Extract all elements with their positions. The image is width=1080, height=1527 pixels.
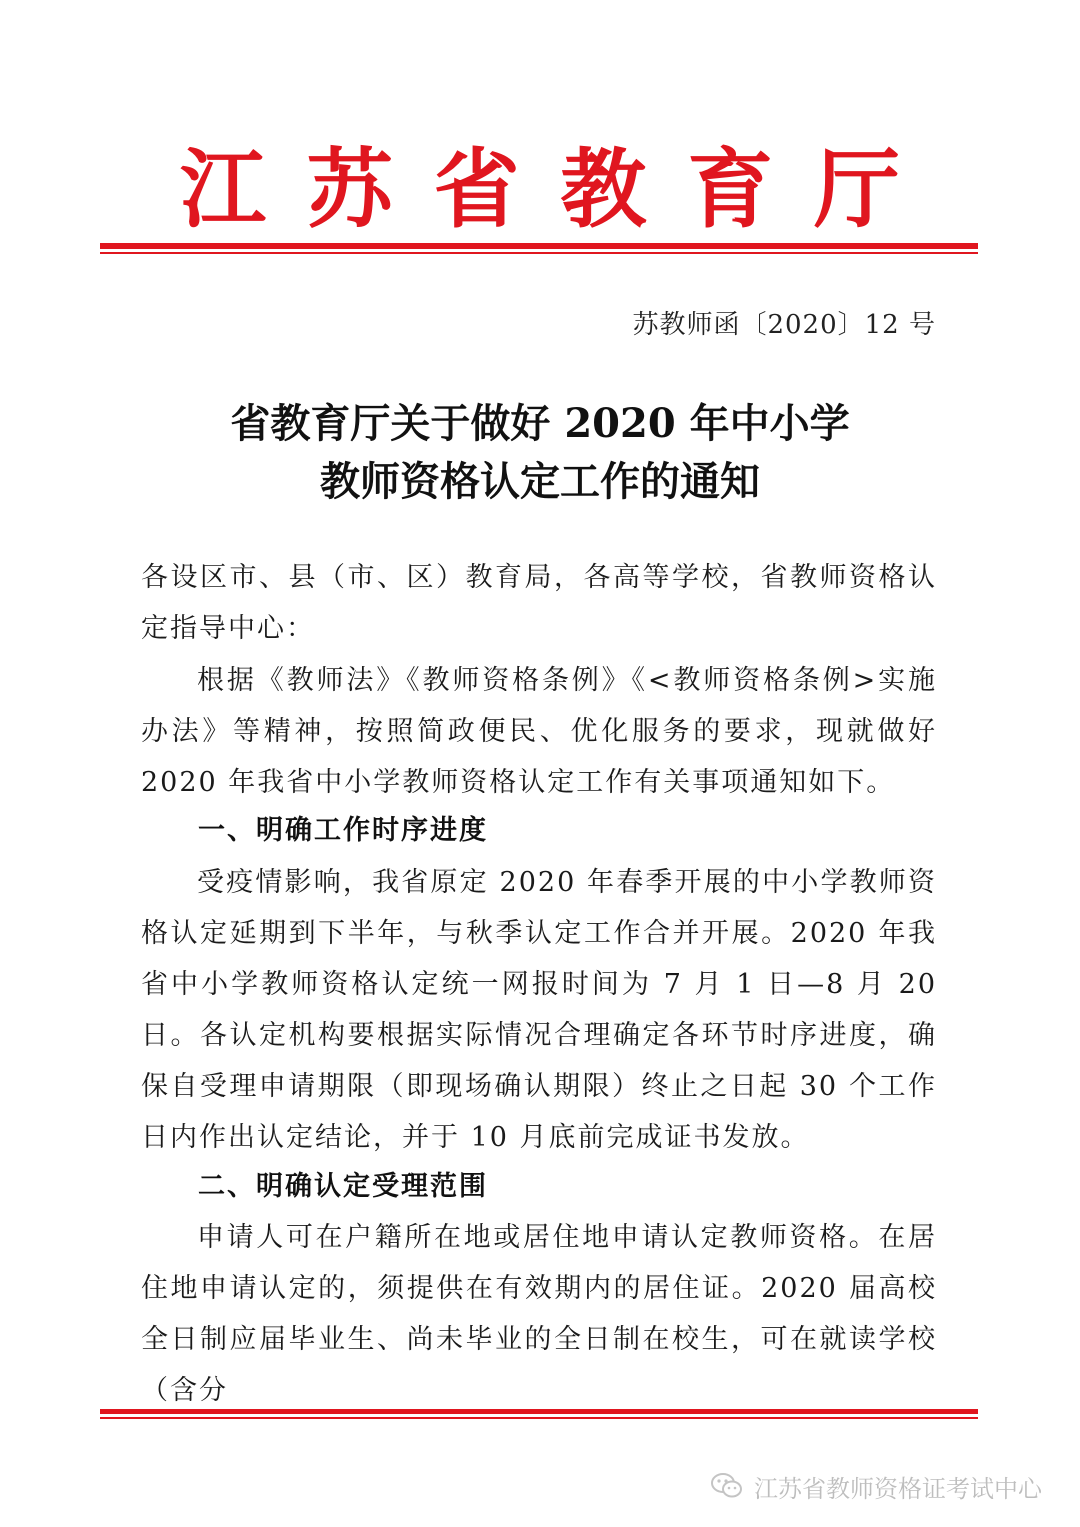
document-title-line2: 教师资格认定工作的通知: [320, 458, 760, 505]
masthead: [180, 140, 900, 240]
watermark-text: 江苏省教师资格证考试中心: [754, 1474, 1042, 1503]
recipients-paragraph: 各设区市、县（市、区）教育局，各高等学校，省教师资格认定指导中心：: [141, 562, 937, 644]
section-heading: 二、明确认定受理范围: [198, 1171, 488, 1202]
masthead-char: 省: [433, 139, 520, 240]
document-number: 苏教师函〔2020〕12 号: [632, 310, 936, 340]
footer-rule-thick: [100, 1409, 978, 1414]
section-body: 申请人可在户籍所在地或居住地申请认定教师资格。在居住地申请认定的，须提供在有效期内的居住证。2020 届高校全日制应届毕业生、尚未毕业的全日制在校生，可在就读学校（含分: [141, 1222, 937, 1406]
section-body: 受疫情影响，我省原定 2020 年春季开展的中小学教师资格认定延期到下半年，与秋季认定工作合并开展。2020 年我省中小学教师资格认定统一网报时间为 7 月 1 日—8 月 20 日。各认定机构要根据实际情况合理确定各环节时序进度，确保自受理申请期限（即现场确认期限）终止之日起 30 个工作日内作出认定结论，并于 10 月底前完成证书发放。: [141, 867, 937, 1153]
masthead-char: 江: [180, 139, 266, 240]
masthead-char: 育: [687, 139, 774, 240]
footer-rule-thin: [100, 1417, 978, 1419]
document-title-line1: 省教育厅关于做好 2020 年中小学: [230, 400, 850, 447]
masthead-char: 教: [560, 139, 647, 240]
section-heading: 一、明确工作时序进度: [198, 815, 488, 846]
watermark: [710, 1466, 1042, 1506]
masthead-char: 苏: [306, 139, 393, 240]
header-rule-thick: [100, 243, 978, 249]
basis-paragraph: 根据《教师法》《教师资格条例》《<教师资格条例>实施办法》等精神，按照简政便民、优化服务的要求，现就做好 2020 年我省中小学教师资格认定工作有关事项通知如下。: [141, 665, 937, 798]
wechat-icon: [710, 1471, 744, 1501]
header-rule-thin: [100, 252, 978, 254]
masthead-char: 厅: [813, 139, 900, 240]
